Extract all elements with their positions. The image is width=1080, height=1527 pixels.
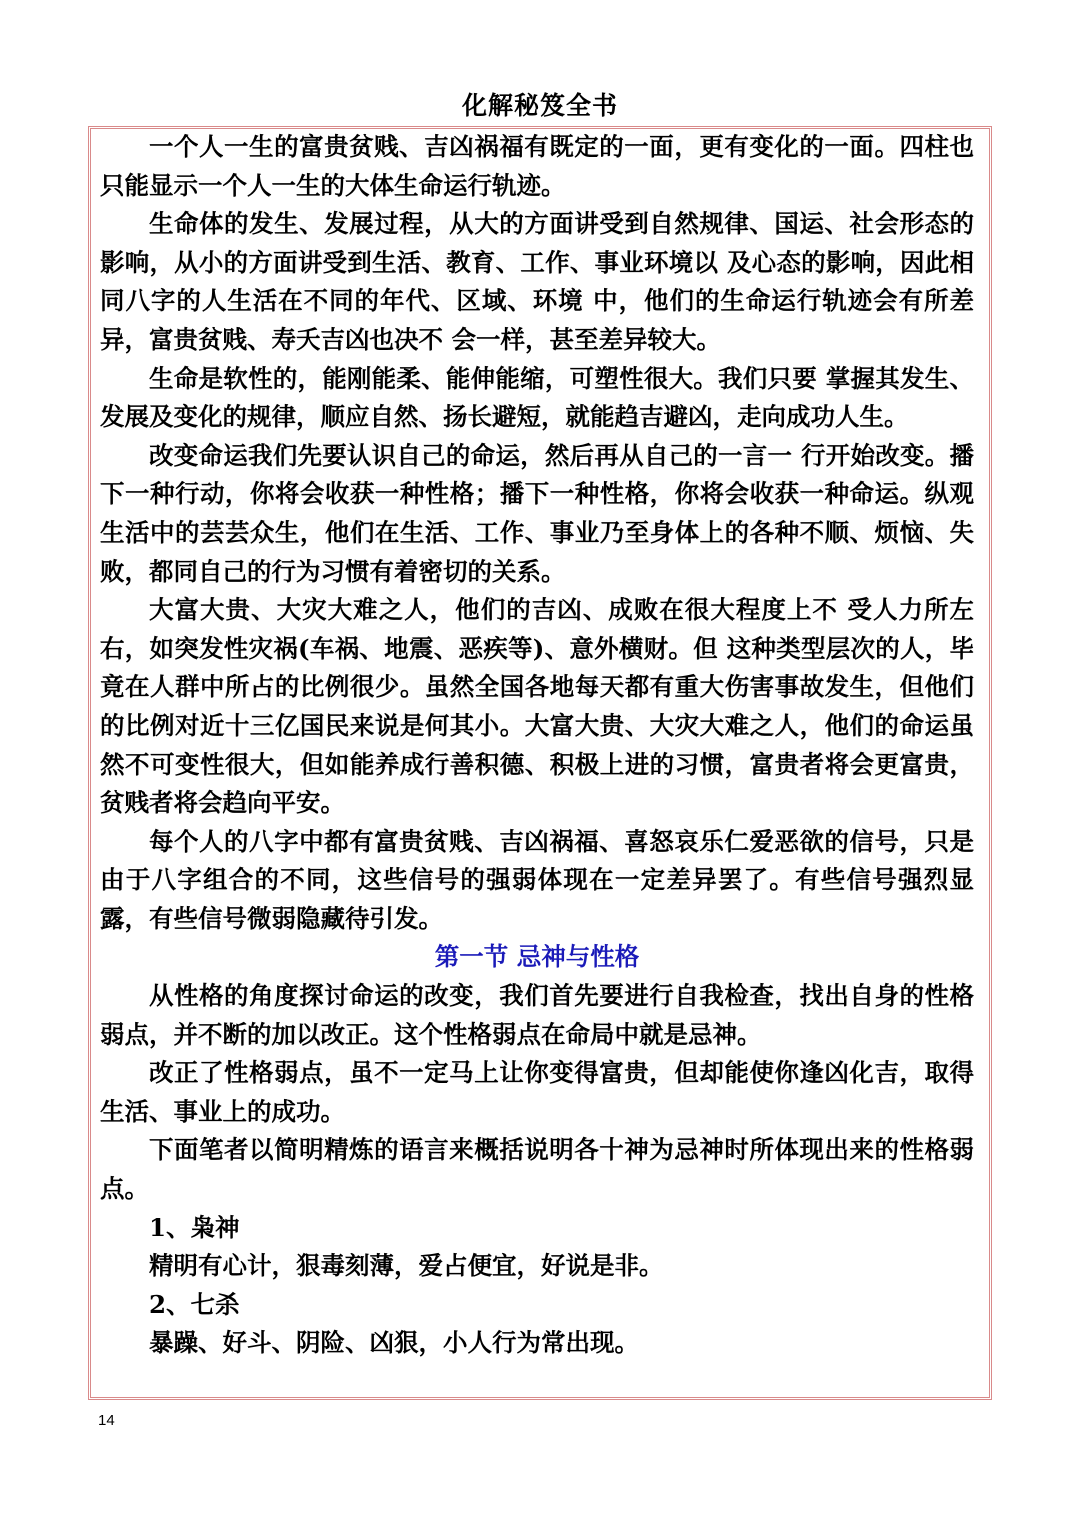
- list-item-text: 暴躁、好斗、阴险、凶狠，小人行为常出现。: [149, 1328, 639, 1358]
- paragraph: 改正了性格弱点，虽不一定马上让你变得富贵，但却能使你逢凶化吉，取得生活、事业上的成功。: [100, 1058, 974, 1126]
- paragraph: 一个人一生的富贵贫贱、吉凶祸福有既定的一面，更有变化的一面。四柱也只能显示一个人一生的大体生命运行轨迹。: [100, 132, 974, 200]
- paragraph: 生命体的发生、发展过程，从大的方面讲受到自然规律、国运、社会形态的影响，从小的方面讲受到生活、教育、工作、事业环境以 及心态的影响，因此相同八字的人生活在不同的年代、区域、环境 中，他们的生命运行轨迹会有所差异，富贵贫贱、寿夭吉凶也决不 会一样，甚至差异较大。: [100, 209, 974, 354]
- section-heading: 第一节 忌神与性格: [434, 942, 640, 972]
- list-item-label: 1、枭神: [149, 1212, 240, 1242]
- paragraph: 从性格的角度探讨命运的改变，我们首先要进行自我检查，找出自身的性格弱点，并不断的加以改正。这个性格弱点在命局中就是忌神。: [100, 981, 974, 1049]
- paragraph: 大富大贵、大灾大难之人，他们的吉凶、成败在很大程度上不 受人力所左右，如突发性灾祸(车祸、地震、恶疾等)、意外横财。但 这种类型层次的人，毕竟在人群中所占的比例很少。虽然全国各地每天都有重大伤害事故发生，但他们的比例对近十三亿国民来说是何其小。大富大贵、大灾大难之人，他们的命运虽然不可变性很大，但如能养成行善积德、积极上进的习惯，富贵者将会更富贵， 贫贱者将会趋向平安。: [100, 595, 974, 818]
- list-item-label: 2、七杀: [149, 1289, 240, 1319]
- page-header-title: 化解秘笈全书: [461, 91, 618, 120]
- paragraph: 下面笔者以简明精炼的语言来概括说明各十神为忌神时所体现出来的性格弱点。: [100, 1135, 974, 1204]
- page-body: [100, 128, 974, 1363]
- paragraph: 每个人的八字中都有富贵贫贱、吉凶祸福、喜怒哀乐仁爱恶欲的信号，只是由于八字组合的不同，这些信号的强弱体现在一定差异罢了。有些信号强烈显露，有些信号微弱隐藏待引发。: [100, 826, 974, 933]
- page-number: 14: [98, 1412, 115, 1429]
- paragraph: 生命是软性的，能刚能柔、能伸能缩，可塑性很大。我们只要 掌握其发生、发展及变化的规律，顺应自然、扬长避短，就能趋吉避凶，走向成功人生。: [100, 363, 974, 432]
- list-item-text: 精明有心计，狠毒刻薄，爱占便宜，好说是非。: [149, 1251, 664, 1281]
- paragraph: 改变命运我们先要认识自己的命运，然后再从自己的一言一 行开始改变。播下一种行动，你将会收获一种性格；播下一种性格，你将会收获一种命运。纵观生活中的芸芸众生，他们在生活、工作、事业乃至身体上的各种不顺、烦恼、失败，都同自己的行为习惯有着密切的关系。: [100, 440, 974, 586]
